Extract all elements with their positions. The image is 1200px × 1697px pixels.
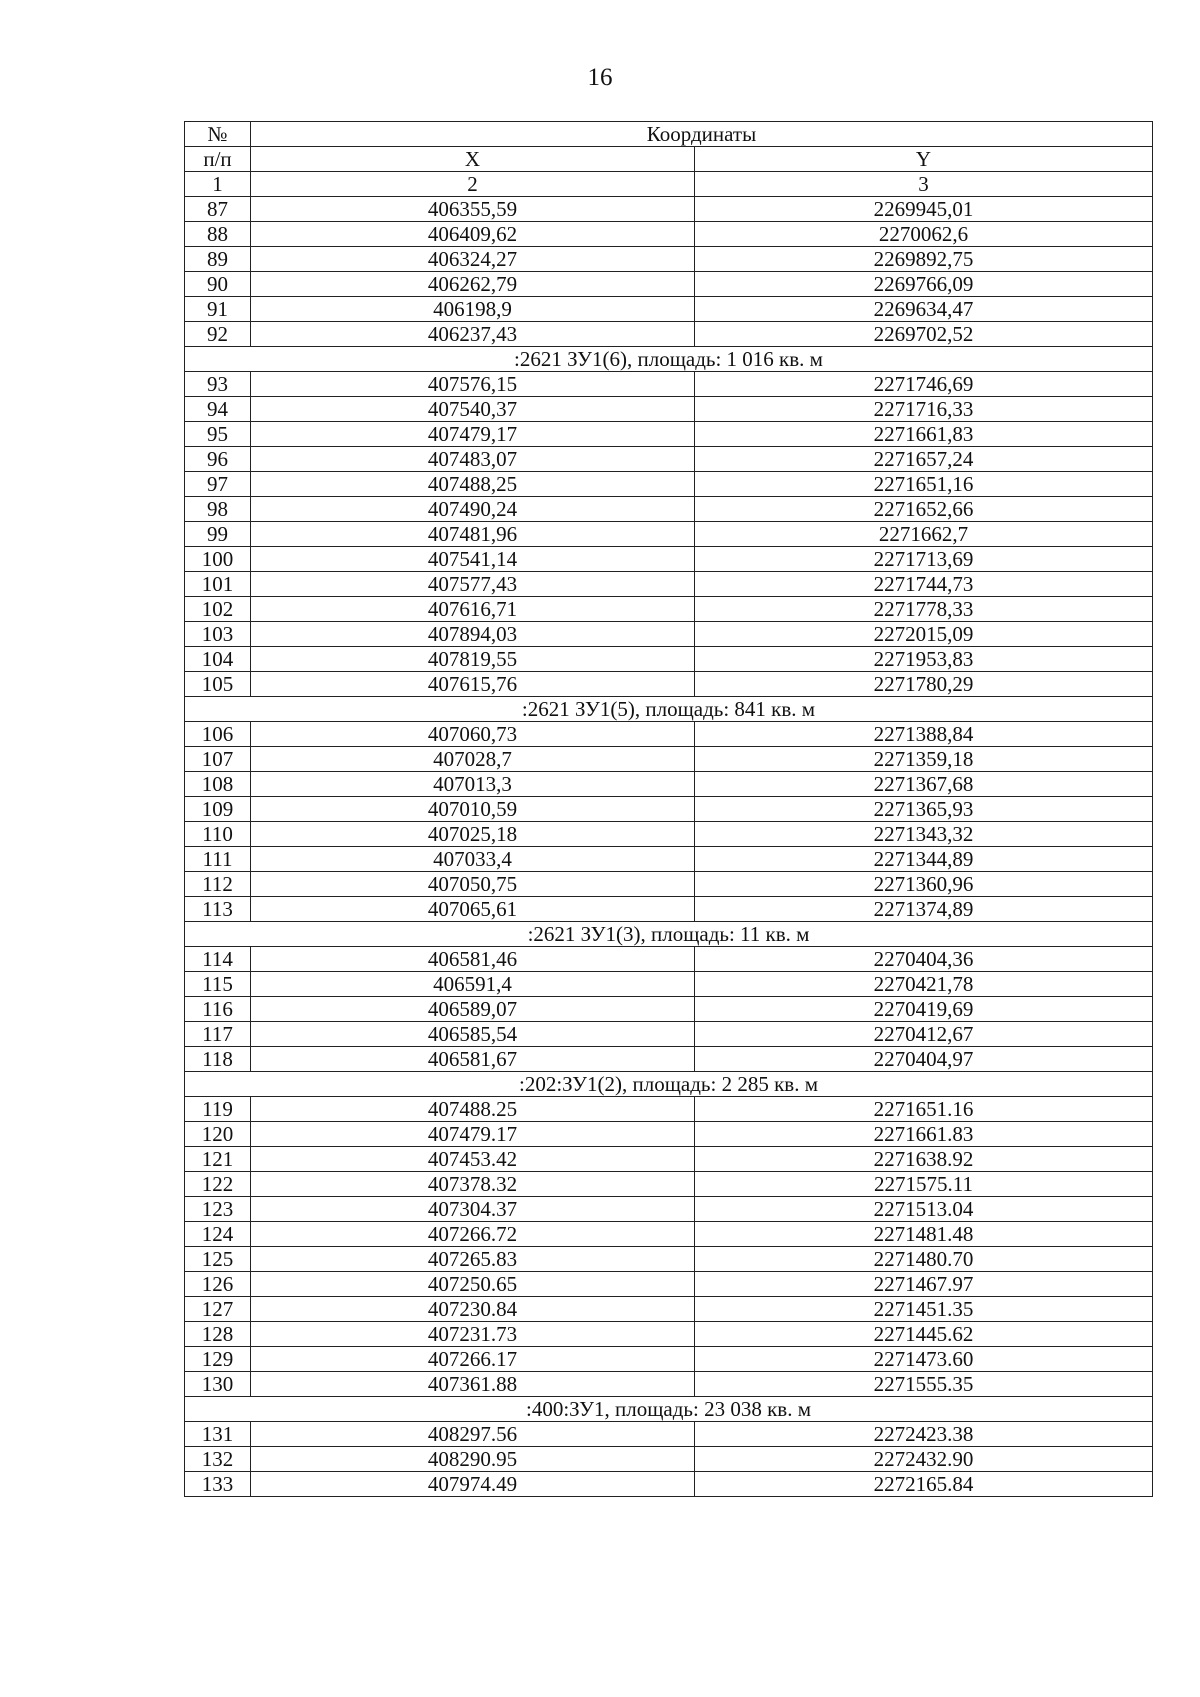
header-row-index — [185, 172, 1153, 197]
table-row — [185, 1147, 1153, 1172]
coord-x-cell: 407028,7 — [251, 747, 695, 772]
point-number-cell: 129 — [185, 1347, 251, 1372]
point-number-cell: 119 — [185, 1097, 251, 1122]
section-title: :2621 ЗУ1(3), площадь: 11 кв. м — [185, 922, 1153, 947]
coord-x-cell: 406581,67 — [251, 1047, 695, 1072]
point-number-cell: 93 — [185, 372, 251, 397]
coord-x-cell: 407490,24 — [251, 497, 695, 522]
table-row — [185, 472, 1153, 497]
coord-x-cell: 407010,59 — [251, 797, 695, 822]
point-number-cell: 113 — [185, 897, 251, 922]
point-number-cell: 90 — [185, 272, 251, 297]
coord-y-cell: 2271480.70 — [695, 1247, 1153, 1272]
table-row — [185, 597, 1153, 622]
point-number-cell: 115 — [185, 972, 251, 997]
coord-x-cell: 407479,17 — [251, 422, 695, 447]
point-number-cell: 107 — [185, 747, 251, 772]
coord-x-cell: 407265.83 — [251, 1247, 695, 1272]
table-row — [185, 1197, 1153, 1222]
coord-x-cell: 407304.37 — [251, 1197, 695, 1222]
section-title: :2621 ЗУ1(5), площадь: 841 кв. м — [185, 697, 1153, 722]
header-col-index-3: 3 — [695, 172, 1153, 197]
coord-x-cell: 407361.88 — [251, 1372, 695, 1397]
coord-y-cell: 2271713,69 — [695, 547, 1153, 572]
coord-x-cell: 406409,62 — [251, 222, 695, 247]
coord-y-cell: 2269634,47 — [695, 297, 1153, 322]
coord-x-cell: 406589,07 — [251, 997, 695, 1022]
coord-y-cell: 2271746,69 — [695, 372, 1153, 397]
table-row — [185, 1347, 1153, 1372]
point-number-cell: 91 — [185, 297, 251, 322]
table-row — [185, 847, 1153, 872]
table-row — [185, 422, 1153, 447]
coord-y-cell: 2270404,36 — [695, 947, 1153, 972]
coord-y-cell: 2270421,78 — [695, 972, 1153, 997]
coord-x-cell: 407266.72 — [251, 1222, 695, 1247]
coord-y-cell: 2271359,18 — [695, 747, 1153, 772]
table-row — [185, 672, 1153, 697]
point-number-cell: 117 — [185, 1022, 251, 1047]
point-number-cell: 131 — [185, 1422, 251, 1447]
coord-y-cell: 2271555.35 — [695, 1372, 1153, 1397]
coord-x-cell: 407488.25 — [251, 1097, 695, 1122]
table-row — [185, 722, 1153, 747]
table-row — [185, 797, 1153, 822]
coord-y-cell: 2270419,69 — [695, 997, 1153, 1022]
point-number-cell: 120 — [185, 1122, 251, 1147]
coord-y-cell: 2271744,73 — [695, 572, 1153, 597]
table-row — [185, 322, 1153, 347]
coord-x-cell: 407974.49 — [251, 1472, 695, 1497]
section-row — [185, 1072, 1153, 1097]
point-number-cell: 121 — [185, 1147, 251, 1172]
coord-x-cell: 407488,25 — [251, 472, 695, 497]
table-row — [185, 1222, 1153, 1247]
point-number-cell: 114 — [185, 947, 251, 972]
coord-y-cell: 2272423.38 — [695, 1422, 1153, 1447]
table-row — [185, 647, 1153, 672]
point-number-cell: 96 — [185, 447, 251, 472]
point-number-cell: 133 — [185, 1472, 251, 1497]
coord-y-cell: 2269945,01 — [695, 197, 1153, 222]
table-row — [185, 1472, 1153, 1497]
coord-x-cell: 407576,15 — [251, 372, 695, 397]
point-number-cell: 132 — [185, 1447, 251, 1472]
table-row — [185, 622, 1153, 647]
page-number: 16 — [587, 64, 613, 91]
table-row — [185, 297, 1153, 322]
header-row-axes — [185, 147, 1153, 172]
coord-x-cell: 407050,75 — [251, 872, 695, 897]
table-row — [185, 1422, 1153, 1447]
table-row — [185, 1047, 1153, 1072]
coord-y-cell: 2271575.11 — [695, 1172, 1153, 1197]
table-row — [185, 222, 1153, 247]
table-row — [185, 497, 1153, 522]
point-number-cell: 103 — [185, 622, 251, 647]
point-number-cell: 111 — [185, 847, 251, 872]
coord-y-cell: 2271388,84 — [695, 722, 1153, 747]
section-row — [185, 1397, 1153, 1422]
table-row — [185, 572, 1153, 597]
coord-x-cell: 408297.56 — [251, 1422, 695, 1447]
table-row — [185, 1447, 1153, 1472]
table-body — [185, 197, 1153, 1497]
coord-y-cell: 2269892,75 — [695, 247, 1153, 272]
coord-y-cell: 2272432.90 — [695, 1447, 1153, 1472]
coord-y-cell: 2271953,83 — [695, 647, 1153, 672]
coord-y-cell: 2271365,93 — [695, 797, 1153, 822]
coord-x-cell: 407013,3 — [251, 772, 695, 797]
table-row — [185, 522, 1153, 547]
table-row — [185, 872, 1153, 897]
header-x-label: X — [251, 147, 695, 172]
point-number-cell: 126 — [185, 1272, 251, 1297]
point-number-cell: 130 — [185, 1372, 251, 1397]
coord-x-cell: 407060,73 — [251, 722, 695, 747]
coord-x-cell: 406591,4 — [251, 972, 695, 997]
point-number-cell: 94 — [185, 397, 251, 422]
section-title: :400:ЗУ1, площадь: 23 038 кв. м — [185, 1397, 1153, 1422]
table-row — [185, 1272, 1153, 1297]
coord-y-cell: 2271661,83 — [695, 422, 1153, 447]
coord-x-cell: 407616,71 — [251, 597, 695, 622]
point-number-cell: 122 — [185, 1172, 251, 1197]
coord-y-cell: 2272165.84 — [695, 1472, 1153, 1497]
point-number-cell: 112 — [185, 872, 251, 897]
coord-x-cell: 407541,14 — [251, 547, 695, 572]
coord-y-cell: 2271716,33 — [695, 397, 1153, 422]
coord-y-cell: 2271473.60 — [695, 1347, 1153, 1372]
header-num-label — [185, 122, 251, 147]
coord-y-cell: 2270412,67 — [695, 1022, 1153, 1047]
point-number-cell: 104 — [185, 647, 251, 672]
point-number-cell: 108 — [185, 772, 251, 797]
table-row — [185, 1022, 1153, 1047]
coord-y-cell: 2271651.16 — [695, 1097, 1153, 1122]
coord-y-cell: 2271651,16 — [695, 472, 1153, 497]
coord-x-cell: 407453.42 — [251, 1147, 695, 1172]
point-number-cell: 127 — [185, 1297, 251, 1322]
coord-x-cell: 407819,55 — [251, 647, 695, 672]
point-number-cell: 89 — [185, 247, 251, 272]
point-number-cell: 102 — [185, 597, 251, 622]
coord-x-cell: 406262,79 — [251, 272, 695, 297]
coord-y-cell: 2271451.35 — [695, 1297, 1153, 1322]
table-row — [185, 1172, 1153, 1197]
coord-y-cell: 2270404,97 — [695, 1047, 1153, 1072]
table-row — [185, 1247, 1153, 1272]
coord-x-cell: 407481,96 — [251, 522, 695, 547]
section-title: :202:ЗУ1(2), площадь: 2 285 кв. м — [185, 1072, 1153, 1097]
header-col-index-1: 1 — [185, 172, 251, 197]
table-row — [185, 747, 1153, 772]
point-number-cell: 124 — [185, 1222, 251, 1247]
section-row — [185, 347, 1153, 372]
coord-x-cell: 406585,54 — [251, 1022, 695, 1047]
coord-x-cell: 407894,03 — [251, 622, 695, 647]
table-row — [185, 372, 1153, 397]
coord-y-cell: 2271780,29 — [695, 672, 1153, 697]
table-row — [185, 947, 1153, 972]
coord-x-cell: 407065,61 — [251, 897, 695, 922]
table-row — [185, 547, 1153, 572]
coord-y-cell: 2272015,09 — [695, 622, 1153, 647]
coord-x-cell: 408290.95 — [251, 1447, 695, 1472]
point-number-cell: 123 — [185, 1197, 251, 1222]
table-row — [185, 247, 1153, 272]
point-number-cell: 106 — [185, 722, 251, 747]
coord-x-cell: 407231.73 — [251, 1322, 695, 1347]
point-number-cell: 95 — [185, 422, 251, 447]
coord-x-cell: 407378.32 — [251, 1172, 695, 1197]
point-number-cell: 110 — [185, 822, 251, 847]
header-num-sign: № — [207, 121, 228, 146]
coord-y-cell: 2271513.04 — [695, 1197, 1153, 1222]
coord-y-cell: 2271374,89 — [695, 897, 1153, 922]
coord-x-cell: 407577,43 — [251, 572, 695, 597]
point-number-cell: 125 — [185, 1247, 251, 1272]
point-number-cell: 118 — [185, 1047, 251, 1072]
section-row — [185, 697, 1153, 722]
coord-y-cell: 2271778,33 — [695, 597, 1153, 622]
section-row — [185, 922, 1153, 947]
coord-x-cell: 407033,4 — [251, 847, 695, 872]
coord-x-cell: 407250.65 — [251, 1272, 695, 1297]
table-row — [185, 897, 1153, 922]
point-number-cell: 109 — [185, 797, 251, 822]
coord-y-cell: 2271481.48 — [695, 1222, 1153, 1247]
point-number-cell: 128 — [185, 1322, 251, 1347]
header-num-abbrev: п/п — [185, 147, 251, 172]
section-title: :2621 ЗУ1(6), площадь: 1 016 кв. м — [185, 347, 1153, 372]
coord-x-cell: 407266.17 — [251, 1347, 695, 1372]
coord-x-cell: 407540,37 — [251, 397, 695, 422]
table-row — [185, 397, 1153, 422]
coord-y-cell: 2271652,66 — [695, 497, 1153, 522]
coord-y-cell: 2271662,7 — [695, 522, 1153, 547]
table-row — [185, 997, 1153, 1022]
coord-x-cell: 406355,59 — [251, 197, 695, 222]
point-number-cell: 99 — [185, 522, 251, 547]
coord-x-cell: 407025,18 — [251, 822, 695, 847]
coord-y-cell: 2269702,52 — [695, 322, 1153, 347]
table-row — [185, 197, 1153, 222]
coord-x-cell: 406237,43 — [251, 322, 695, 347]
header-row-top — [185, 122, 1153, 147]
coord-x-cell: 406324,27 — [251, 247, 695, 272]
point-number-cell: 116 — [185, 997, 251, 1022]
table-row — [185, 1372, 1153, 1397]
coord-y-cell: 2271343,32 — [695, 822, 1153, 847]
table-row — [185, 822, 1153, 847]
coord-y-cell: 2271360,96 — [695, 872, 1153, 897]
coord-x-cell: 407615,76 — [251, 672, 695, 697]
coord-y-cell: 2269766,09 — [695, 272, 1153, 297]
table-row — [185, 1097, 1153, 1122]
point-number-cell: 100 — [185, 547, 251, 572]
header-col-index-2: 2 — [251, 172, 695, 197]
point-number-cell: 105 — [185, 672, 251, 697]
point-number-cell: 98 — [185, 497, 251, 522]
point-number-cell: 92 — [185, 322, 251, 347]
table-row — [185, 772, 1153, 797]
header-coords-label: Координаты — [251, 122, 1153, 147]
coord-y-cell: 2271657,24 — [695, 447, 1153, 472]
coord-y-cell: 2271661.83 — [695, 1122, 1153, 1147]
table-row — [185, 1297, 1153, 1322]
table-row — [185, 1122, 1153, 1147]
table-row — [185, 1322, 1153, 1347]
table-row — [185, 447, 1153, 472]
coord-y-cell: 2271445.62 — [695, 1322, 1153, 1347]
coord-x-cell: 406581,46 — [251, 947, 695, 972]
table-row — [185, 972, 1153, 997]
coord-y-cell: 2271467.97 — [695, 1272, 1153, 1297]
coord-x-cell: 407230.84 — [251, 1297, 695, 1322]
coord-y-cell: 2271344,89 — [695, 847, 1153, 872]
coord-x-cell: 407479.17 — [251, 1122, 695, 1147]
coord-y-cell: 2270062,6 — [695, 222, 1153, 247]
table-row — [185, 272, 1153, 297]
header-y-label: Y — [695, 147, 1153, 172]
coord-x-cell: 407483,07 — [251, 447, 695, 472]
coordinates-table — [184, 121, 1153, 1497]
point-number-cell: 88 — [185, 222, 251, 247]
point-number-cell: 87 — [185, 197, 251, 222]
point-number-cell: 101 — [185, 572, 251, 597]
coord-y-cell: 2271367,68 — [695, 772, 1153, 797]
coord-y-cell: 2271638.92 — [695, 1147, 1153, 1172]
point-number-cell: 97 — [185, 472, 251, 497]
coord-x-cell: 406198,9 — [251, 297, 695, 322]
